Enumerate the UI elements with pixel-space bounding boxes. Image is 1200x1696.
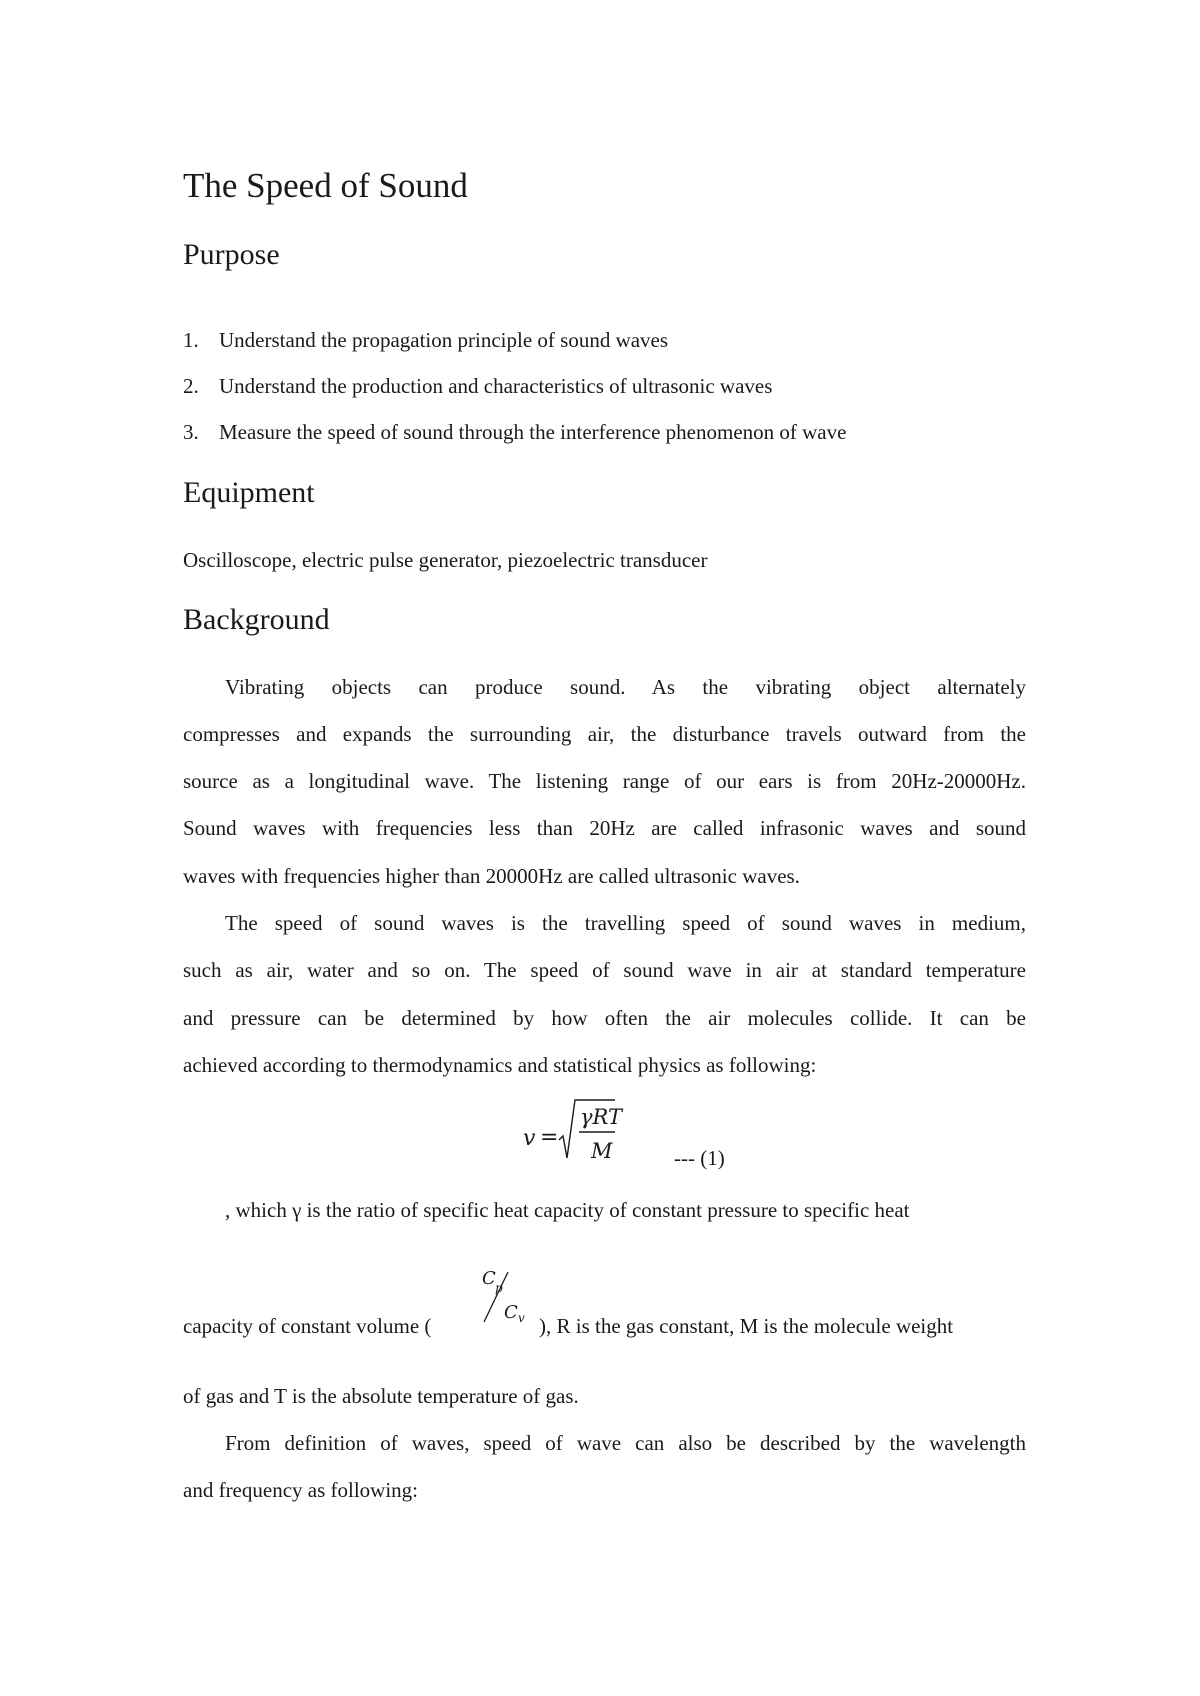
equation-number: --- (1)	[674, 1146, 725, 1170]
paragraph-text-after-fraction: ), R is the gas constant, M is the molecule weight	[539, 1314, 954, 1338]
equation-lhs: v	[523, 1126, 536, 1151]
equipment-heading: Equipment	[183, 476, 315, 509]
paragraph-line: From definition of waves, speed of wave can also be described by the wavelength	[225, 1431, 1026, 1455]
equation-speed-of-sound	[523, 1096, 883, 1176]
list-item	[183, 374, 772, 399]
paragraph-line: source as a longitudinal wave. The listening range of our ears is from 20Hz-20000Hz.	[183, 769, 1026, 793]
inline-fraction-cp-cv	[476, 1260, 536, 1340]
paragraph-line: of gas and T is the absolute temperature of gas.	[183, 1384, 579, 1408]
list-item	[183, 328, 668, 353]
list-text: Understand the production and characteristics of ultrasonic waves	[219, 374, 773, 398]
list-number: 2.	[183, 374, 199, 398]
page-title: The Speed of Sound	[183, 166, 468, 205]
paragraph-line: achieved according to thermodynamics and statistical physics as following:	[183, 1053, 817, 1077]
text-span: capacity of constant volume (	[183, 1314, 432, 1338]
list-item	[183, 420, 846, 445]
fraction-slash	[476, 1260, 536, 1340]
paragraph-line: The speed of sound waves is the travelling speed of sound waves in medium,	[225, 911, 1026, 935]
equipment-text: Oscilloscope, electric pulse generator, piezoelectric transducer	[183, 548, 708, 572]
equation-numerator: γRT	[580, 1105, 622, 1129]
background-heading: Background	[183, 603, 330, 636]
paragraph-line: Vibrating objects can produce sound. As the vibrating object alternately	[225, 675, 1026, 699]
paragraph-line: waves with frequencies higher than 20000Hz are called ultrasonic waves.	[183, 864, 800, 888]
list-text: Understand the propagation principle of sound waves	[219, 328, 669, 352]
list-number: 1.	[183, 328, 199, 352]
equation-equals: =	[540, 1125, 559, 1150]
paragraph-line: Sound waves with frequencies less than 20Hz are called infrasonic waves and sound	[183, 816, 1026, 840]
cp-symbol: C	[482, 1268, 496, 1289]
list-number: 3.	[183, 420, 199, 444]
paragraph-line: , which γ is the ratio of specific heat capacity of constant pressure to specific heat	[225, 1198, 910, 1222]
cv-subscript: v	[518, 1311, 525, 1325]
paragraph-line: and pressure can be determined by how often the air molecules collide. It can be	[183, 1006, 1026, 1030]
paragraph-line: compresses and expands the surrounding air, the disturbance travels outward from the	[183, 722, 1026, 746]
list-text: Measure the speed of sound through the interference phenomenon of wave	[219, 420, 847, 444]
paragraph-line: such as air, water and so on. The speed of sound wave in air at standard temperature	[183, 958, 1026, 982]
purpose-heading: Purpose	[183, 238, 280, 271]
cv-symbol: C	[504, 1302, 518, 1323]
cp-subscript: p	[495, 1281, 503, 1295]
paragraph-line: and frequency as following:	[183, 1478, 419, 1502]
equation-denominator: M	[591, 1139, 613, 1163]
